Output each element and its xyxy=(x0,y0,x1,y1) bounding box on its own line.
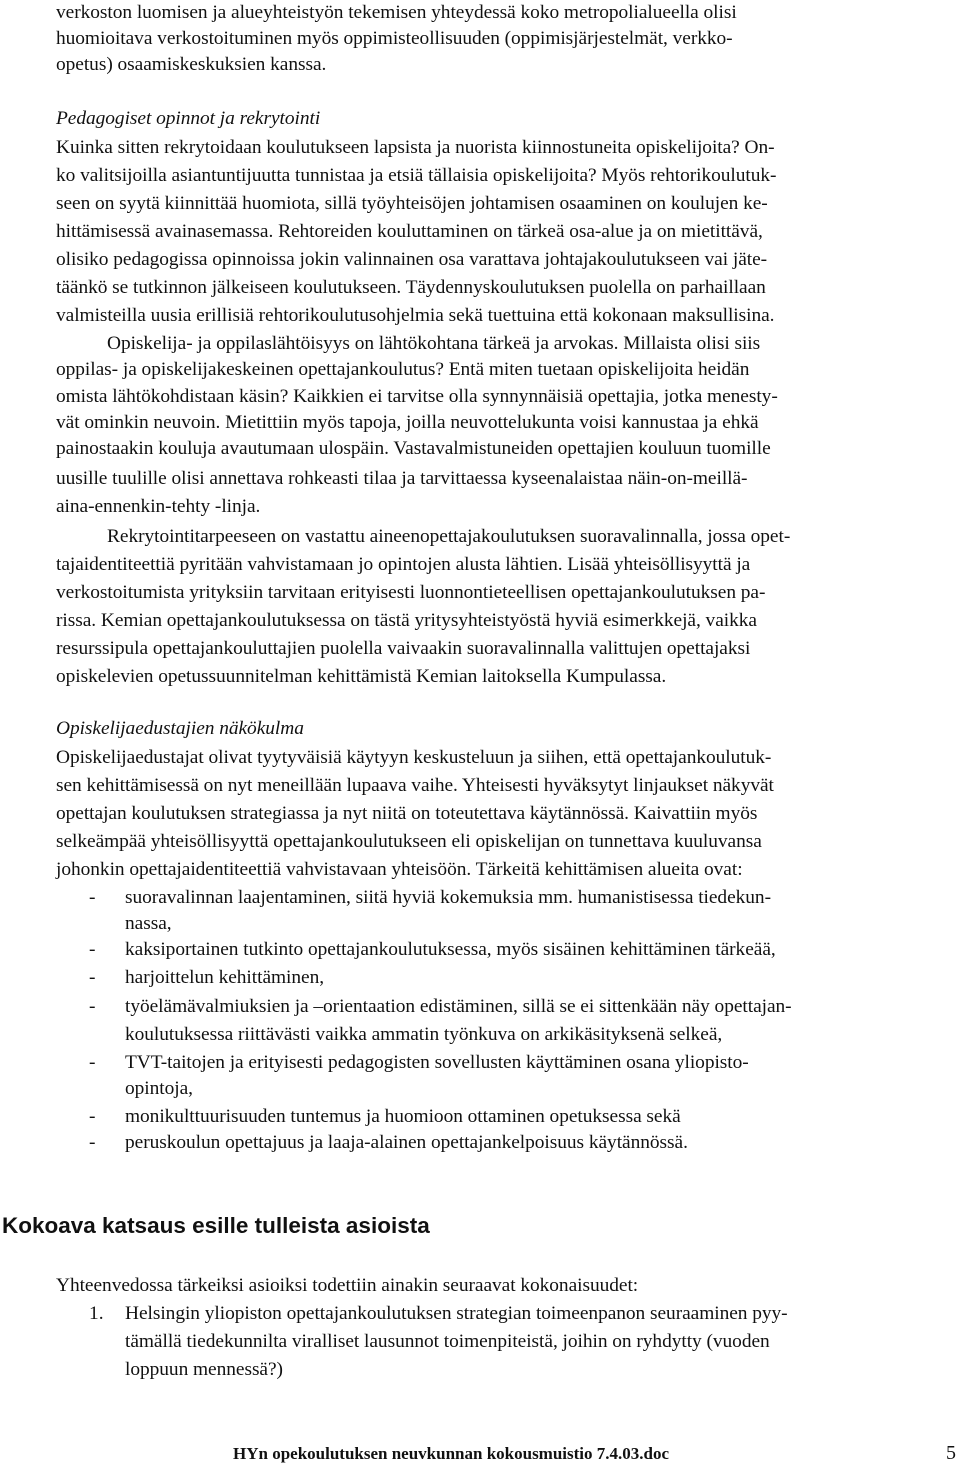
bullet-dash: - xyxy=(89,939,96,960)
paragraph-line: oppilas- ja opiskelijakeskeinen opettajankoulutus? Entä miten tuetaan opiskelijoita heidän xyxy=(56,359,750,380)
section-heading-opiskelija: Opiskelijaedustajien näkökulma xyxy=(56,718,304,739)
paragraph-line: seen on syytä kiinnittää huomiota, sillä työyhteisöjen johtamisen osaaminen on koulujen ke- xyxy=(56,193,768,214)
list-item-continuation: nassa, xyxy=(125,913,172,934)
intro-line: huomioitava verkostoituminen myös oppimisteollisuuden (oppimisjärjestelmät, verkko- xyxy=(56,28,733,49)
bullet-dash: - xyxy=(89,1132,96,1153)
paragraph-line: opettajan koulutuksen strategiassa ja nyt niitä on toteutettava käytännössä. Kaivattiin myös xyxy=(56,803,758,824)
paragraph-line: selkeämpää yhteisöllisyyttä opettajankoulutukseen eli opiskelijan on tunnettava kuuluvansa xyxy=(56,831,762,852)
list-item: monikulttuurisuuden tuntemus ja huomioon ottaminen opetuksessa sekä xyxy=(125,1106,681,1127)
paragraph-line: uusille tuulille olisi annettava rohkeasti tilaa ja tarvittaessa kyseenalaistaa näin-on-meillä- xyxy=(56,468,748,489)
numbered-item-continuation: loppuun mennessä?) xyxy=(125,1359,283,1380)
paragraph-line: olisiko pedagogissa opinnoissa jokin valinnainen osa varattava johtajakoulutukseen vai jäte- xyxy=(56,249,768,270)
numbered-item: Helsingin yliopiston opettajankoulutuksen strategian toimeenpanon seuraaminen pyy- xyxy=(125,1303,788,1324)
list-item-continuation: opintoja, xyxy=(125,1078,193,1099)
list-item: suoravalinnan laajentaminen, siitä hyviä kokemuksia mm. humanistisessa tiedekun- xyxy=(125,887,771,908)
paragraph-line: verkostoitumista yrityksiin tarvitaan erityisesti luonnontieteellisen opettajankoulutuksen pa- xyxy=(56,582,766,603)
paragraph-first-line: Rekrytointitarpeeseen on vastattu aineenopettajakoulutuksen suoravalinnalla, jossa opet- xyxy=(107,526,791,547)
list-item: kaksiportainen tutkinto opettajankoulutuksessa, myös sisäinen kehittäminen tärkeää, xyxy=(125,939,776,960)
list-item-continuation: koulutuksessa riittävästi vaikka ammatin työnkuva on arkikäsityksenä selkeä, xyxy=(125,1024,723,1045)
paragraph-line: johonkin opettajaidentiteettiä vahvistavaan yhteisöön. Tärkeitä kehittämisen alueita ovat: xyxy=(56,859,743,880)
paragraph-line: täänkö se tutkinnon jälkeiseen koulutukseen. Täydennyskoulutuksen puolella on parhaillaan xyxy=(56,277,766,298)
bullet-dash: - xyxy=(89,967,96,988)
section-heading-pedagogiset: Pedagogiset opinnot ja rekrytointi xyxy=(56,108,321,129)
paragraph-line: Kuinka sitten rekrytoidaan koulutukseen lapsista ja nuorista kiinnostuneita opiskelijoita? On- xyxy=(56,137,775,158)
summary-intro: Yhteenvedossa tärkeiksi asioiksi todettiin ainakin seuraavat kokonaisuudet: xyxy=(56,1275,639,1296)
section-title-kokoava: Kokoava katsaus esille tulleista asioista xyxy=(2,1213,430,1238)
paragraph-line: Opiskelijaedustajat olivat tyytyväisiä käytyyn keskusteluun ja siihen, että opettajankoulutuk- xyxy=(56,747,772,768)
paragraph-line: sen kehittämisessä on nyt meneillään lupaava vaihe. Yhteisesti hyväksytyt linjaukset näkyvät xyxy=(56,775,774,796)
footer-document-name: HYn opekoulutuksen neuvkunnan kokousmuistio 7.4.03.doc xyxy=(233,1444,670,1463)
intro-line: verkoston luomisen ja alueyhteistyön tekemisen yhteydessä koko metropolialueella olisi xyxy=(56,2,737,23)
paragraph-line: hittämisessä avainasemassa. Rehtoreiden kouluttaminen on tärkeä osa-alue ja on mietittävä, xyxy=(56,221,763,242)
paragraph-line: painostaakin kouluja avautumaan ulospäin. Vastavalmistuneiden opettajien kouluun tuomille xyxy=(56,438,771,459)
list-item: harjoittelun kehittäminen, xyxy=(125,967,325,988)
paragraph-first-line: Opiskelija- ja oppilaslähtöisyys on lähtökohtana tärkeä ja arvokas. Millaista olisi siis xyxy=(107,333,761,354)
paragraph-line: rissa. Kemian opettajankoulutuksessa on tästä yritysyhteistyöstä hyviä esimerkkejä, vaikka xyxy=(56,610,757,631)
bullet-dash: - xyxy=(89,996,96,1017)
numbered-item-continuation: tämällä tiedekunnilta viralliset lausunnot toimenpiteistä, joihin on ryhdytty (vuoden xyxy=(125,1331,770,1352)
list-item: peruskoulun opettajuus ja laaja-alainen opettajankelpoisuus käytännössä. xyxy=(125,1132,688,1153)
page-number: 5 xyxy=(946,1442,956,1464)
bullet-dash: - xyxy=(89,1106,96,1127)
list-item: työelämävalmiuksien ja –orientaation edistäminen, sillä se ei sittenkään näy opettajan- xyxy=(125,996,792,1017)
bullet-dash: - xyxy=(89,1052,96,1073)
paragraph-line: omista lähtökohdistaan käsin? Kaikkien ei tarvitse olla synnynnäisiä opettajia, jotka menesty- xyxy=(56,386,778,407)
intro-line: opetus) osaamiskeskuksien kanssa. xyxy=(56,54,327,75)
paragraph-line: opiskelevien opetussuunnitelman kehittämistä Kemian laitoksella Kumpulassa. xyxy=(56,666,667,687)
paragraph-line: valmisteilla uusia erillisiä rehtorikoulutusohjelmia sekä tuettuina että kokonaan maksullisina. xyxy=(56,305,775,326)
paragraph-line: aina-ennenkin-tehty -linja. xyxy=(56,496,261,517)
paragraph-line: ko valitsijoilla asiantuntijuutta tunnistaa ja etsiä tällaisia opiskelijoita? Myös rehtorikoulutuk- xyxy=(56,165,777,186)
list-item: TVT-taitojen ja erityisesti pedagogisten sovellusten käyttäminen osana yliopisto- xyxy=(125,1052,749,1073)
paragraph-line: vät ominkin neuvoin. Mietittiin myös tapoja, joilla neuvottelukunta voisi kannustaa ja ehkä xyxy=(56,412,759,433)
bullet-dash: - xyxy=(89,887,96,908)
list-number: 1. xyxy=(89,1303,104,1324)
paragraph-line: resurssipula opettajankouluttajien puolella vaivaakin suoravalinnalla valittujen opettajaksi xyxy=(56,638,751,659)
paragraph-line: tajaidentiteettiä pyritään vahvistamaan jo opintojen alusta lähtien. Lisää yhteisöllisyyttä ja xyxy=(56,554,751,575)
